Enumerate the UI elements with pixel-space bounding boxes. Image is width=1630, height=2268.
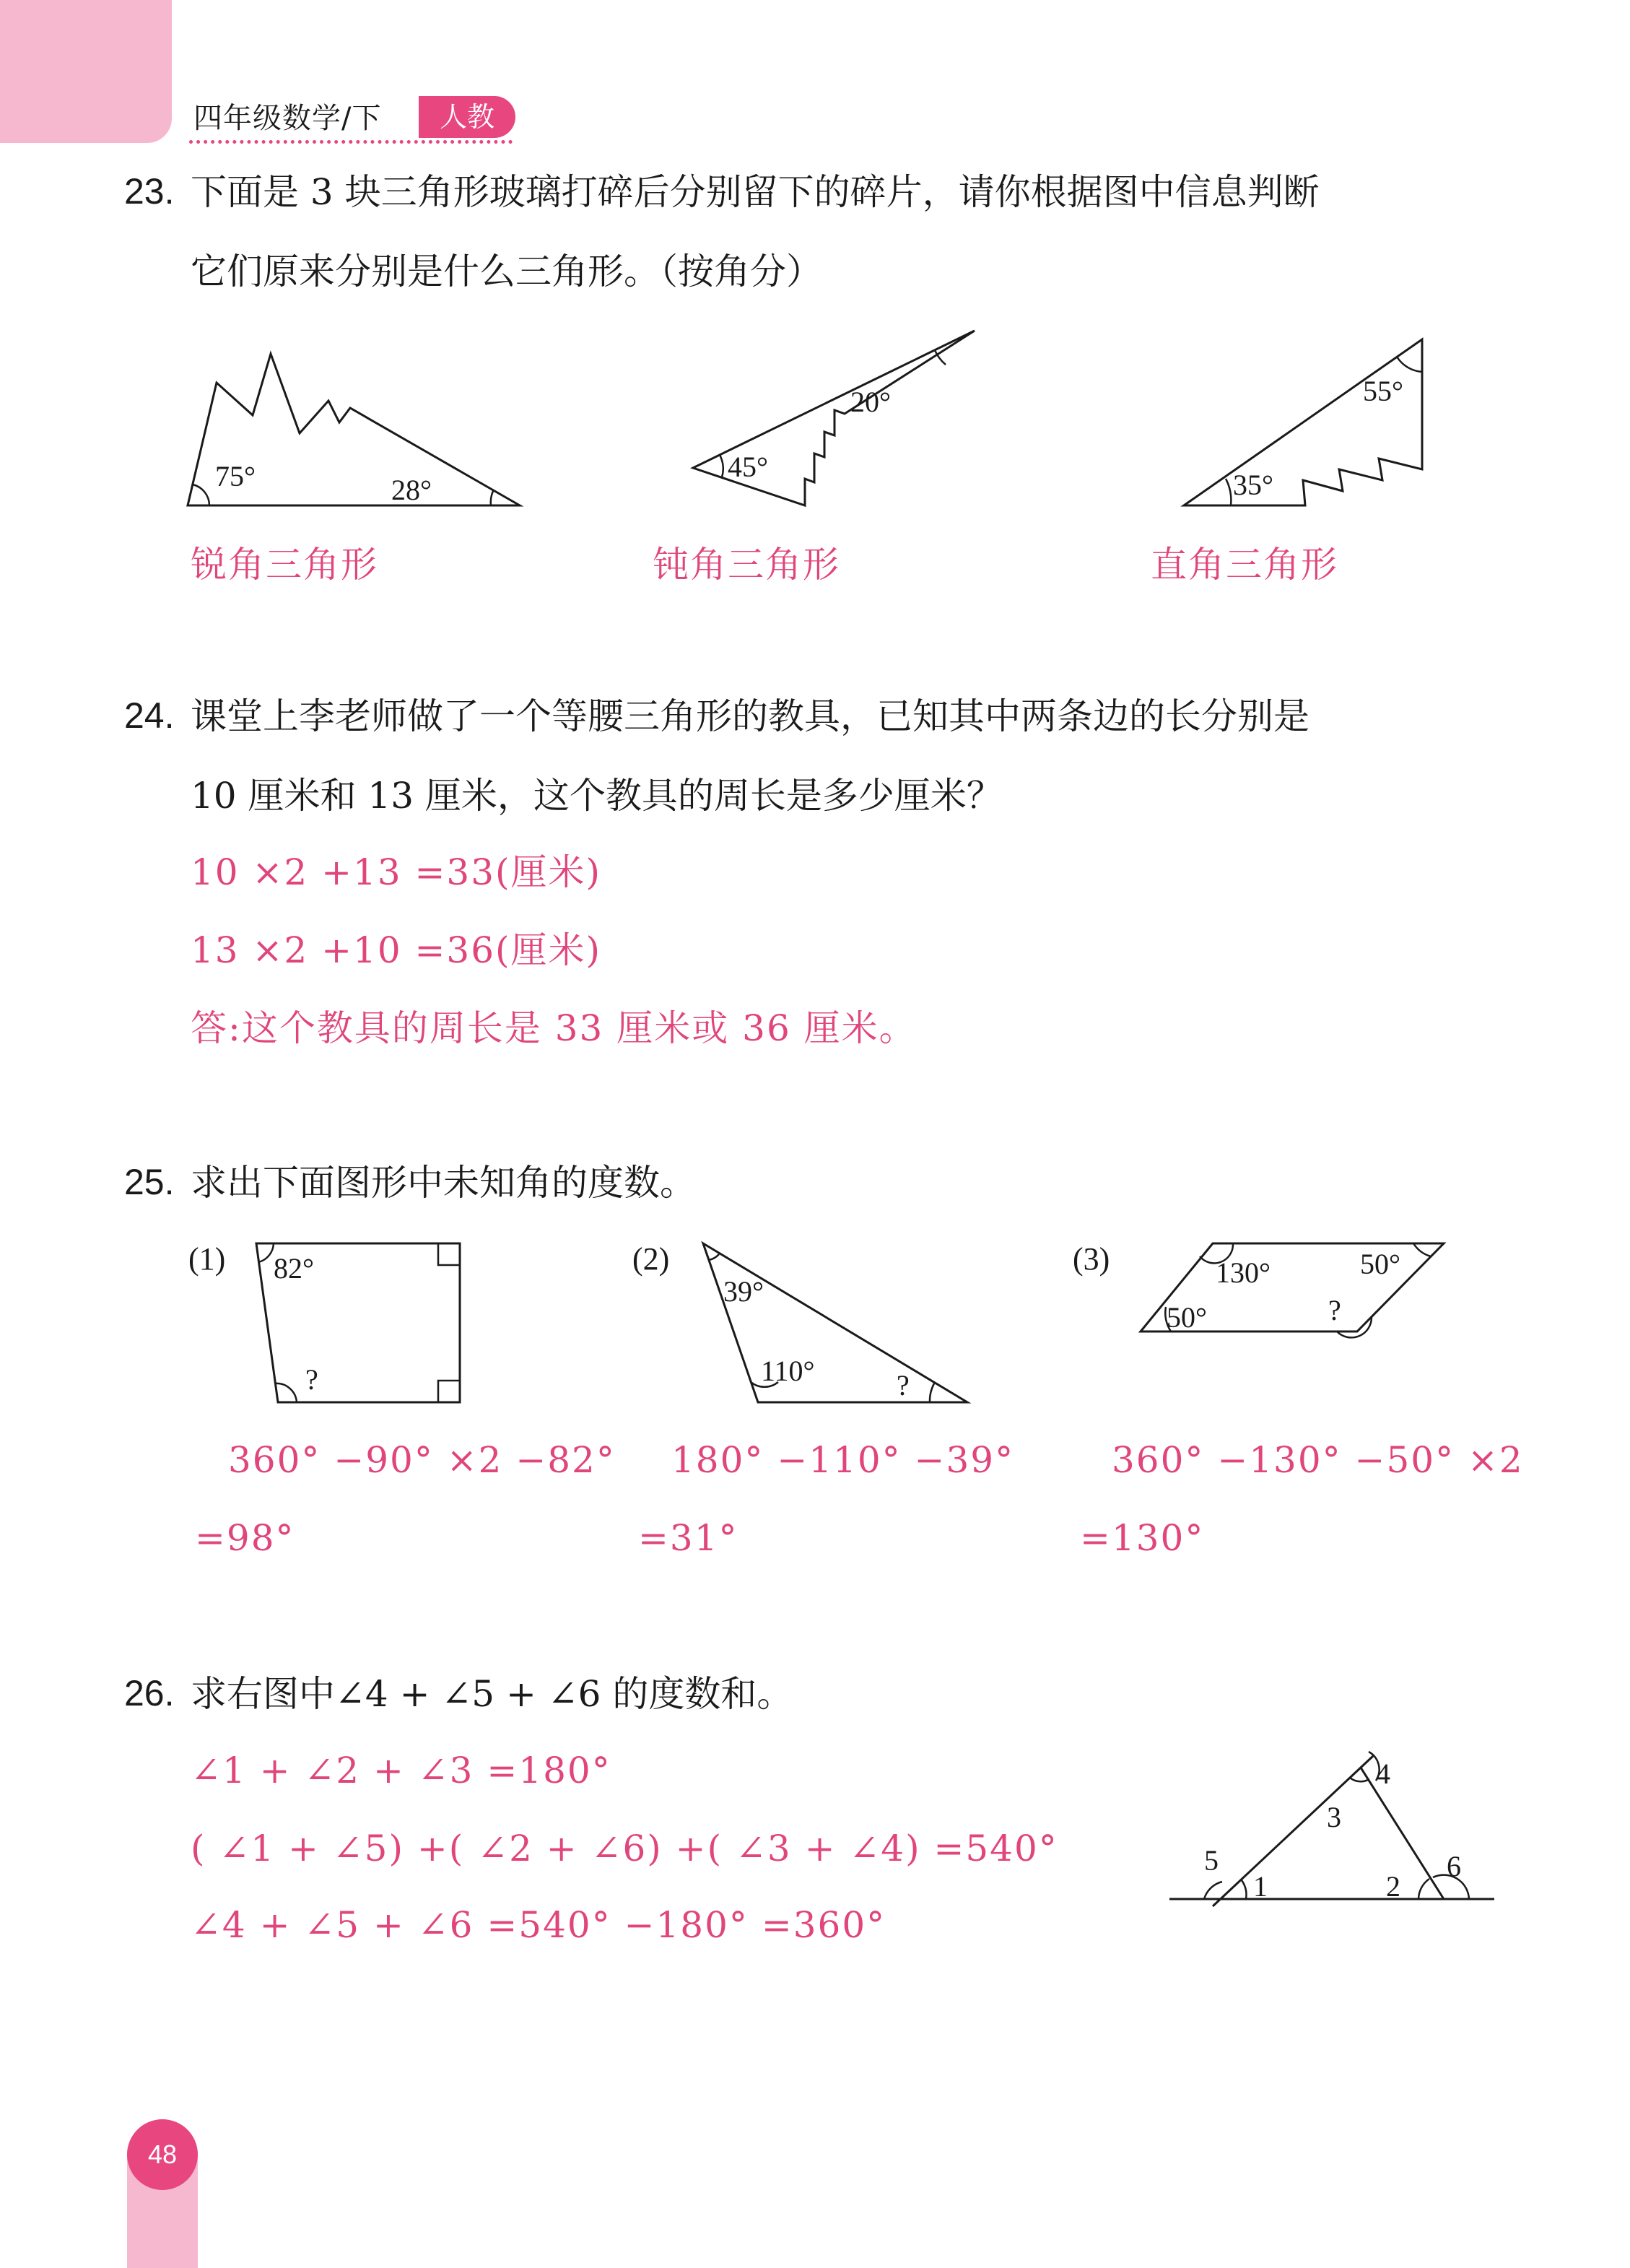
q23-fig1-angle-b: 28° [391,474,432,506]
q26-angle-5: 5 [1204,1844,1219,1877]
q25-fig2-angle-a: 39° [723,1275,764,1308]
q23-fragment-1 [180,347,527,520]
q23-answer-1: 锐角三角形 [191,544,378,586]
q25-fig2-unknown: ? [897,1369,910,1402]
q24-answer-conclusion: 答:这个教具的周长是 33 厘米或 36 厘米。 [191,1007,917,1049]
q26-angle-6: 6 [1447,1850,1461,1882]
q25-fig1-label: (1) [188,1241,226,1277]
q23-fragment-3 [1177,332,1437,520]
header-divider [189,140,513,144]
q23-answer-3: 直角三角形 [1151,544,1338,586]
q23-fig3-angle-a: 55° [1363,375,1403,407]
q24-text-line2: 10 厘米和 13 厘米，这个教具的周长是多少厘米？ [191,775,1003,817]
q25-fig3-unknown: ? [1328,1294,1341,1326]
q26-answer-3: ∠4 + ∠5 + ∠6 =540° −180° =360° [191,1904,886,1946]
q23-text-line2: 它们原来分别是什么三角形。（按角分） [191,251,822,292]
q23-number: 23. [124,171,175,212]
q25-number: 25. [124,1162,175,1202]
q26-answer-1: ∠1 + ∠2 + ∠3 =180° [191,1750,611,1791]
q25-fig1-unknown: ? [305,1363,318,1396]
q26-text: 求右图中∠4 + ∠5 + ∠6 的度数和。 [191,1673,793,1715]
q26-angle-3: 3 [1327,1801,1341,1833]
q23-answer-2: 钝角三角形 [653,544,840,586]
header-title: 四年级数学/下 [193,102,382,135]
q26-number: 26. [124,1673,175,1713]
q25-fig1-angle-a: 82° [274,1252,314,1285]
q25-fig3-angle-a: 130° [1216,1256,1271,1289]
q25-text: 求出下面图形中未知角的度数。 [191,1162,696,1204]
q25-fig2-label: (2) [632,1241,670,1277]
q23-fig1-angle-a: 75° [215,460,256,492]
q24-number: 24. [124,695,175,736]
q25-fig2-angle-b: 110° [761,1355,815,1387]
q25-answer-1-line2: =98° [195,1517,295,1559]
q23-fragment-2 [686,323,989,518]
q26-angle-1: 1 [1253,1870,1268,1903]
q26-answer-2: ( ∠1 + ∠5) +( ∠2 + ∠6) +( ∠3 + ∠4) =540° [191,1828,1058,1869]
header-badge: 人教 [419,96,515,138]
q25-answer-3-line1: 360° −130° −50° ×2 [1112,1439,1524,1481]
q26-angle-figure [1162,1747,1502,1913]
q23-fig2-angle-b: 45° [728,451,768,483]
q26-angle-2: 2 [1386,1870,1400,1903]
q24-answer-2: 13 ×2 +10 =36(厘米) [191,929,602,971]
q23-fig2-angle-a: 20° [850,386,891,418]
q25-answer-2-line1: 180° −110° −39° [671,1439,1015,1481]
q25-answer-3-line2: =130° [1080,1517,1205,1559]
q25-parallelogram [1068,1228,1458,1343]
q25-fig3-angle-b: 50° [1360,1248,1400,1280]
q23-text-line1: 下面是 3 块三角形玻璃打碎后分别留下的碎片，请你根据图中信息判断 [191,171,1320,213]
page-number: 48 [127,2119,198,2190]
q25-quadrilateral [184,1228,473,1415]
q25-answer-1-line1: 360° −90° ×2 −82° [228,1439,616,1481]
q25-answer-2-line2: =31° [638,1517,738,1559]
q26-angle-4: 4 [1376,1758,1390,1790]
q23-fig3-angle-b: 35° [1233,469,1273,501]
q24-answer-1: 10 ×2 +13 =33(厘米) [191,851,602,893]
q25-fig3-angle-c: 50° [1167,1301,1207,1334]
corner-tab [0,0,172,143]
q24-text-line1: 课堂上李老师做了一个等腰三角形的教具，已知其中两条边的长分别是 [191,695,1309,737]
q25-triangle [628,1228,975,1415]
q25-fig3-label: (3) [1073,1241,1110,1277]
